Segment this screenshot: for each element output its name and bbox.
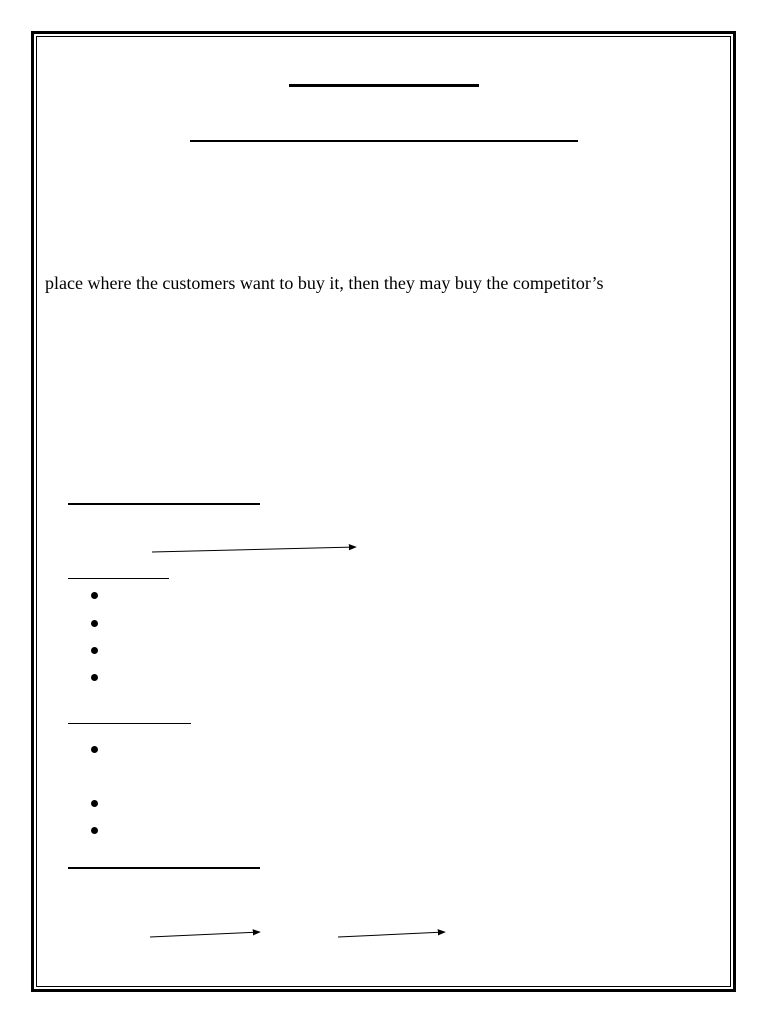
- arrow-right-1: [152, 547, 356, 552]
- arrow-right-3: [338, 932, 445, 937]
- body-text-line: place where the customers want to buy it, then they may buy the competitor’s: [45, 273, 604, 293]
- arrow-right-2: [150, 932, 260, 937]
